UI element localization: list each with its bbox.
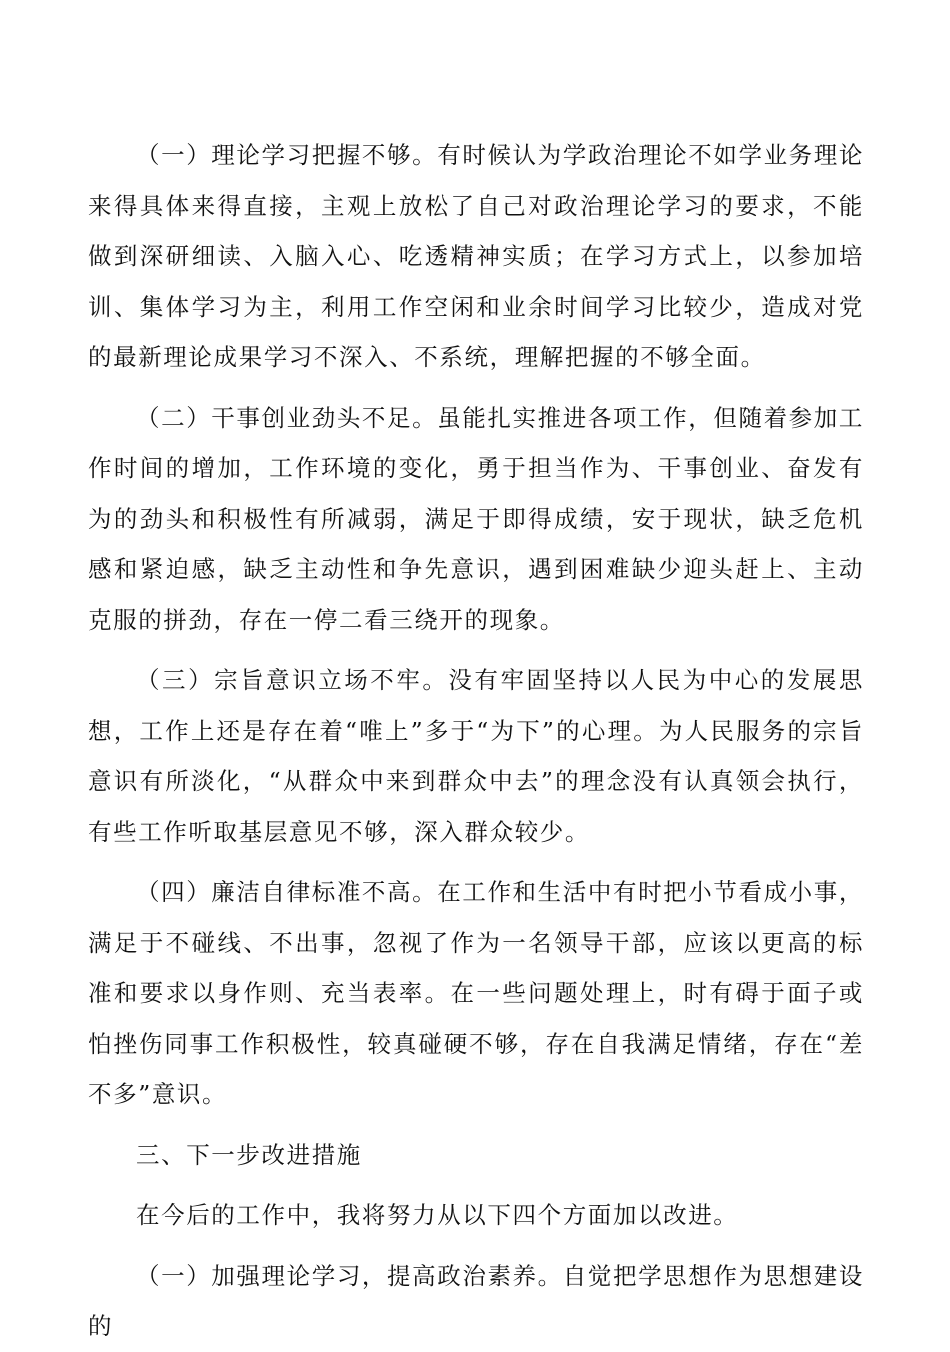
paragraph-measure-1: （一）加强理论学习，提高政治素养。自觉把学思想作为思想建设的: [88, 1261, 864, 1340]
paragraph-issue-3: （三）宗旨意识立场不牢。没有牢固坚持以人民为中心的发展思想，工作上还是存在着“唯上”多于“为下”的心理。为人民服务的宗旨意识有所淡化，“从群众中来到群众中去”的理念没有认真领会执行，有些工作听取基层意见不够，深入群众较少。: [88, 666, 864, 846]
document-page: [88, 130, 864, 1352]
section-heading: 三、下一步改进措施: [136, 1140, 362, 1169]
paragraph-issue-4: （四）廉洁自律标准不高。在工作和生活中有时把小节看成小事，满足于不碰线、不出事，忽视了作为一名领导干部，应该以更高的标准和要求以身作则、充当表率。在一些问题处理上，时有碍于面子或怕挫伤同事工作积极性，较真碰硬不够，存在自我满足情绪，存在“差不多”意识。: [88, 878, 864, 1108]
paragraph-issue-2: （二）干事创业劲头不足。虽能扎实推进各项工作，但随着参加工作时间的增加，工作环境的变化，勇于担当作为、干事创业、奋发有为的劲头和积极性有所减弱，满足于即得成绩，安于现状，缺乏危机感和紧迫感，缺乏主动性和争先意识，遇到困难缺少迎头赶上、主动克服的拼劲，存在一停二看三绕开的现象。: [88, 403, 864, 634]
paragraph-issue-1: （一）理论学习把握不够。有时候认为学政治理论不如学业务理论来得具体来得直接，主观上放松了自己对政治理论学习的要求，不能做到深研细读、入脑入心、吃透精神实质；在学习方式上，以参加培训、集体学习为主，利用工作空闲和业余时间学习比较少，造成对党的最新理论成果学习不深入、不系统，理解把握的不够全面。: [88, 141, 864, 371]
paragraph-intro: 在今后的工作中，我将努力从以下四个方面加以改进。: [136, 1201, 739, 1229]
